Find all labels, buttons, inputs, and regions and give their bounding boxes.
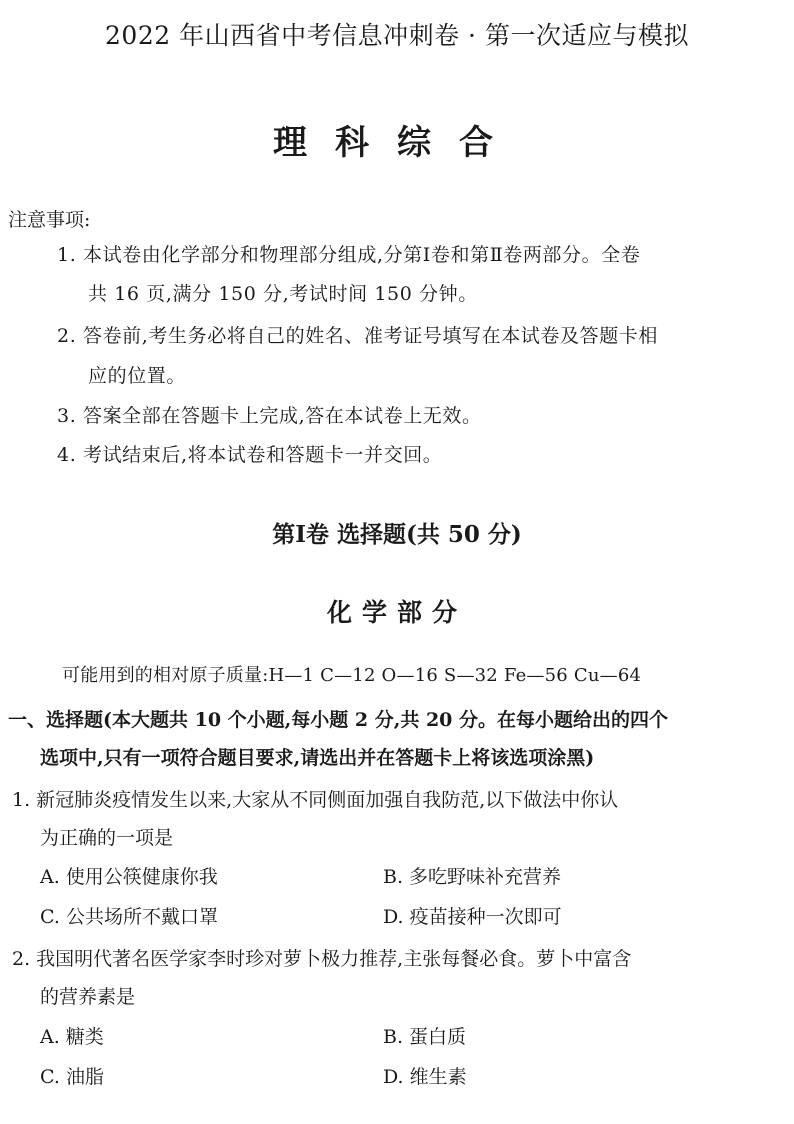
answer-option: D. 维生素 bbox=[383, 1066, 467, 1088]
notice-item: 4. 考试结束后,将本试卷和答题卡一并交回。 bbox=[57, 444, 443, 466]
part-title: 化学部分 bbox=[326, 598, 467, 627]
answer-option: C. 油脂 bbox=[40, 1066, 104, 1088]
notice-item: 3. 答案全部在答题卡上完成,答在本试卷上无效。 bbox=[57, 405, 482, 427]
notice-item: 1. 本试卷由化学部分和物理部分组成,分第Ⅰ卷和第Ⅱ卷两部分。全卷 bbox=[57, 244, 641, 266]
answer-option: B. 多吃野味补充营养 bbox=[383, 866, 562, 888]
section1-instructions: 一、选择题(本大题共 10 个小题,每小题 2 分,共 20 分。在每小题给出的四个 bbox=[8, 709, 669, 731]
answer-option: C. 公共场所不戴口罩 bbox=[40, 906, 218, 928]
exam-header-title: 2022 年山西省中考信息冲刺卷 · 第一次适应与模拟 bbox=[105, 21, 689, 50]
notice-label: 注意事项: bbox=[8, 209, 91, 231]
atomic-masses: 可能用到的相对原子质量:H—1 C—12 O—16 S—32 Fe—56 Cu—64 bbox=[62, 665, 642, 686]
section1-instructions: 选项中,只有一项符合题目要求,请选出并在答题卡上将该选项涂黑) bbox=[40, 747, 595, 769]
answer-option: B. 蛋白质 bbox=[383, 1026, 467, 1048]
answer-option: A. 使用公筷健康你我 bbox=[40, 866, 218, 888]
notice-item: 应的位置。 bbox=[88, 365, 187, 387]
question-stem: 2. 我国明代著名医学家李时珍对萝卜极力推荐,主张每餐必食。萝卜中富含 bbox=[12, 948, 632, 970]
section-title: 第Ⅰ卷 选择题(共 50 分) bbox=[272, 521, 522, 548]
notice-item: 2. 答卷前,考生务必将自己的姓名、准考证号填写在本试卷及答题卡相 bbox=[57, 325, 659, 347]
question-stem: 1. 新冠肺炎疫情发生以来,大家从不同侧面加强自我防范,以下做法中你认 bbox=[12, 789, 619, 811]
answer-option: A. 糖类 bbox=[40, 1026, 104, 1048]
question-stem: 为正确的一项是 bbox=[40, 827, 174, 849]
answer-option: D. 疫苗接种一次即可 bbox=[383, 906, 562, 928]
question-stem: 的营养素是 bbox=[40, 986, 136, 1008]
notice-item: 共 16 页,满分 150 分,考试时间 150 分钟。 bbox=[88, 283, 478, 305]
subject-title: 理科综合 bbox=[273, 123, 521, 163]
